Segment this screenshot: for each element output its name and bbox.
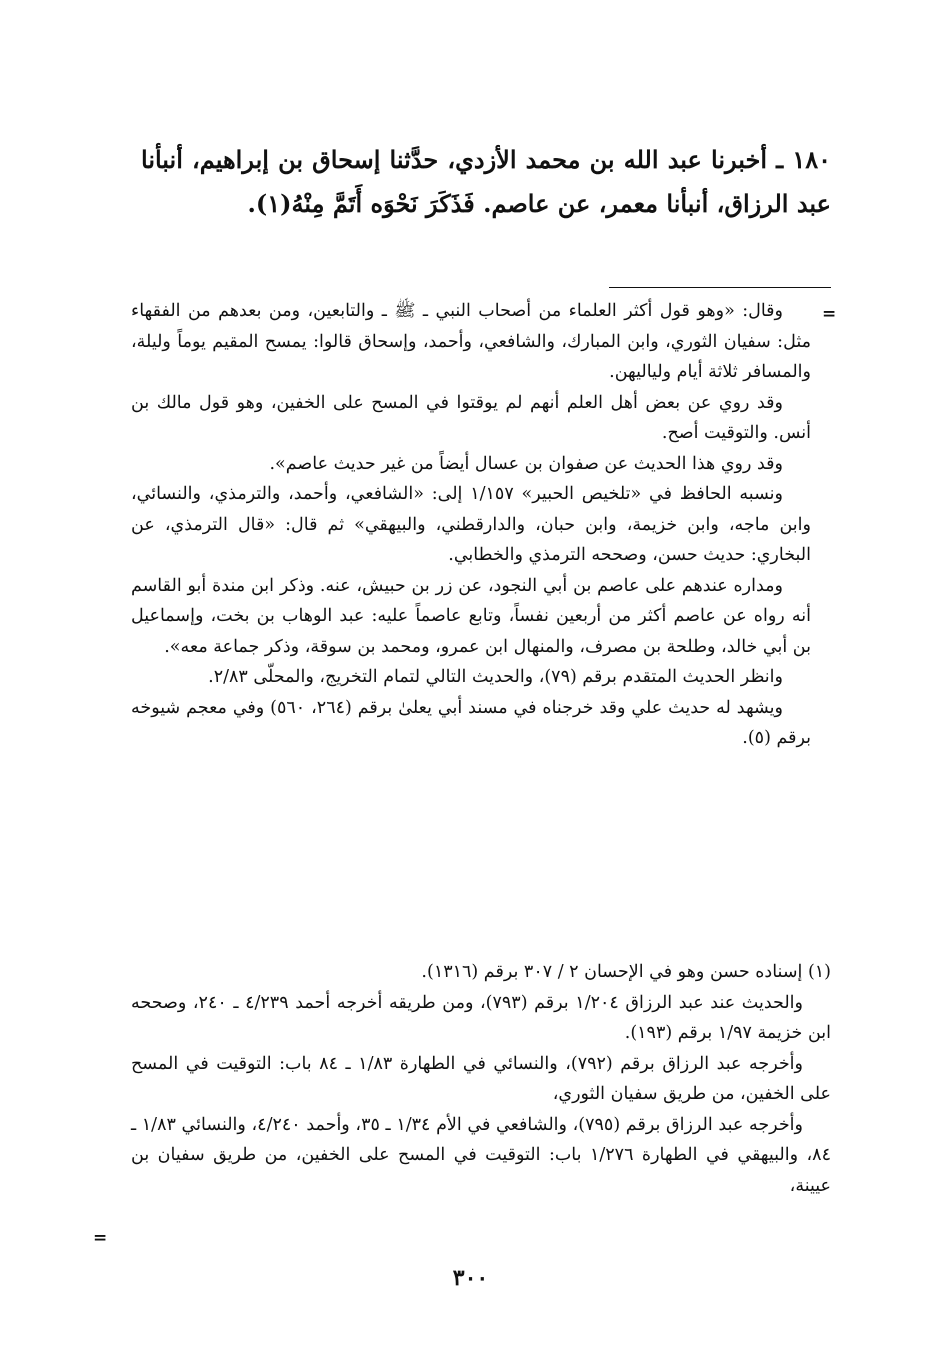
footnote-separator-rule — [609, 287, 831, 288]
note-paragraph: وقال: «وهو قول أكثر العلماء من أصحاب النبي ـ ﷺ ـ والتابعين، ومن بعدهم من الفقهاء مثل: سفيان الثوري، وابن المبارك، والشافعي، وأحمد، وإسحاق قالوا: يمسح المقيم يوماً وليلة، والمسافر ثلاثة أيام ولياليهن. — [131, 301, 811, 382]
note-paragraph: ونسبه الحافظ في «تلخيص الحبير» ١/١٥٧ إلى: «الشافعي، وأحمد، والترمذي، والنسائي، وابن ماجه، وابن خزيمة، وابن حبان، والدارقطني، والبيهقي» ثم قال: «قال الترمذي، عن البخاري: حديث حسن، وصححه الترمذي والخطابي. — [131, 484, 811, 565]
continued-footnote-block — [131, 296, 811, 754]
continuation-mark-bottom: = — [93, 1228, 108, 1248]
hadith-main-text — [141, 138, 831, 226]
footnote-paragraph: وأخرجه عبد الرزاق برقم (٧٩٢)، والنسائي في الطهارة ١/٨٣ ـ ٨٤ باب: التوقيت في المسح على الخفين، من طريق سفيان الثوري، — [131, 1053, 831, 1104]
continuation-mark-top: = — [822, 304, 837, 324]
note-paragraph: ومداره عندهم على عاصم بن أبي النجود، عن زر بن حبيش، عنه. وذكر ابن مندة أبو القاسم أنه رواه عن عاصم أكثر من أربعين نفساً، وتابع عاصماً عليه: عبد الوهاب بن بخت، وإسماعيل بن أبي خالد، وطلحة بن مصرف، والمنهال ابن عمرو، ومحمد بن سوقة، وذكر جماعة معه». — [131, 575, 811, 657]
footnote-first-line — [131, 957, 831, 988]
footnote-paragraph: والحديث عند عبد الرزاق ١/٢٠٤ برقم (٧٩٣)، ومن طريقه أخرجه أحمد ٤/٢٣٩ ـ ٢٤٠، وصححه ابن خزيمة ١/٩٧ برقم (١٩٣). — [131, 992, 831, 1043]
hadith-paragraph: ١٨٠ ـ أخبرنا عبد الله بن محمد الأزدي، حدَّثنا إسحاق بن إبراهيم، أنبأنا عبد الرزاق، أنبأنا معمر، عن عاصم. فَذَكَرَ نَحْوَه أَتَمَّ مِنْهُ(١). — [141, 145, 831, 218]
footnote-text: إسناده حسن وهو في الإحسان ٢ / ٣٠٧ برقم (١٣١٦). — [421, 962, 803, 982]
footnote-number: (١) — [807, 962, 831, 982]
note-paragraph: وقد روي هذا الحديث عن صفوان بن عسال أيضاً من غير حديث عاصم». — [269, 453, 783, 474]
note-paragraph: ويشهد له حديث علي وقد خرجناه في مسند أبي يعلىٰ برقم (٢٦٤، ٥٦٠) وفي معجم شيوخه برقم (٥). — [131, 697, 811, 748]
footnote-paragraph: وأخرجه عبد الرزاق برقم (٧٩٥)، والشافعي في الأم ١/٣٤ ـ ٣٥، وأحمد ٤/٢٤٠، والنسائي ١/٨٣ ـ ٨٤، والبيهقي في الطهارة ١/٢٧٦ باب: التوقيت في المسح على الخفين، من طريق سفيان بن عيينة، — [131, 1114, 831, 1196]
page-number: ٣٠٠ — [452, 1265, 489, 1291]
note-paragraph: وانظر الحديث المتقدم برقم (٧٩)، والحديث التالي لتمام التخريج، والمحلّى ٢/٨٣. — [208, 667, 783, 687]
footnotes-block — [131, 957, 831, 1201]
note-paragraph: وقد روي عن بعض أهل العلم أنهم لم يوقتوا في المسح على الخفين، وهو قول مالك بن أنس. والتوقيت أصح. — [131, 392, 811, 443]
